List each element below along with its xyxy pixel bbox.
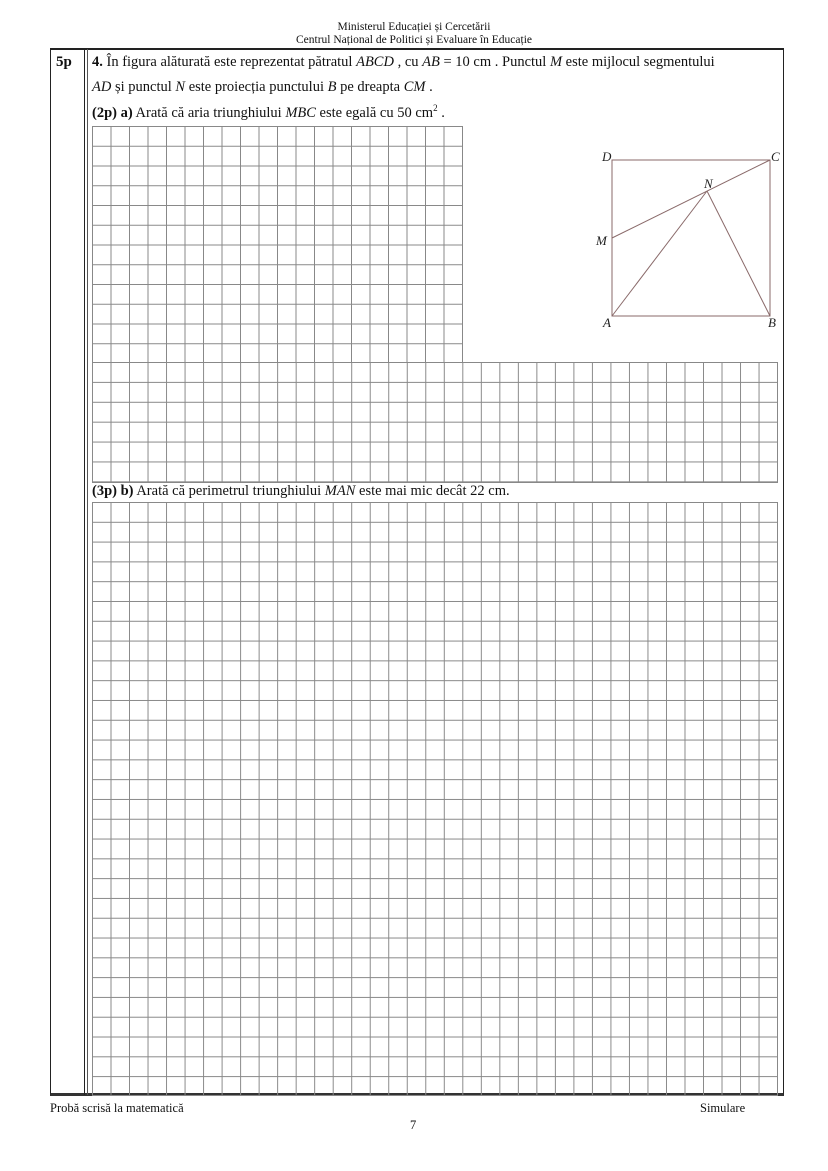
- label-m: M: [596, 233, 607, 248]
- text: este proiecția punctului: [185, 79, 328, 95]
- text: și punctul: [111, 79, 176, 95]
- answer-grid-a-upper[interactable]: [92, 126, 463, 363]
- segment-mc: [612, 160, 770, 238]
- label-c: C: [771, 149, 780, 164]
- var: B: [327, 79, 337, 95]
- column-divider: [84, 49, 85, 1095]
- var: ABCD: [356, 54, 394, 70]
- points-label: 5p: [56, 54, 72, 70]
- segment-nb: [707, 191, 770, 316]
- var: MBC: [285, 104, 316, 121]
- answer-grid-b[interactable]: [92, 502, 778, 1096]
- superscript: 2: [433, 103, 438, 113]
- text: este mai mic decât 22 cm.: [355, 483, 510, 499]
- footer-simulation: Simulare: [700, 1101, 746, 1115]
- header-ministry: Ministerul Educației și Cercetării: [337, 21, 491, 33]
- text: este egală cu 50 cm: [315, 104, 434, 121]
- text: Arată că perimetrul triunghiului: [133, 483, 325, 499]
- var: AD: [92, 79, 112, 95]
- problem-statement-line2: [92, 79, 433, 96]
- part-b-points: (3p): [92, 483, 117, 499]
- text: .: [425, 79, 433, 95]
- text: .: [437, 104, 445, 121]
- square-abcd: [612, 160, 770, 316]
- square-figure: [590, 145, 790, 335]
- label-b: B: [768, 315, 776, 330]
- part-a-statement: [92, 103, 445, 122]
- part-a-points: (2p): [92, 104, 117, 121]
- header-center: Centrul Național de Politici și Evaluare în Educație: [295, 34, 532, 46]
- var: AB: [422, 54, 440, 70]
- segment-an: [612, 191, 707, 316]
- var: M: [549, 54, 563, 70]
- problem-number: 4.: [92, 54, 103, 70]
- footer-exam-name: Probă scrisă la matematică: [50, 1101, 184, 1115]
- var: MAN: [324, 483, 356, 499]
- text: Arată că aria triunghiului: [132, 104, 286, 121]
- label-n: N: [704, 176, 713, 191]
- text: În figura alăturată este reprezentat pătratul: [102, 54, 357, 70]
- text: = 10 cm . Punctul: [439, 54, 550, 70]
- part-a-letter: a): [116, 104, 133, 121]
- text: pe dreapta: [336, 79, 404, 95]
- label-d: D: [602, 149, 612, 164]
- column-divider-inner: [87, 49, 88, 1095]
- text: este mijlocul segmentului: [562, 54, 715, 70]
- part-b-statement: [92, 483, 510, 500]
- problem-statement-line1: [92, 54, 715, 71]
- text: , cu: [393, 54, 423, 70]
- page-number: 7: [410, 1118, 417, 1132]
- answer-grid-a-lower[interactable]: [92, 362, 778, 483]
- var: CM: [403, 79, 426, 95]
- part-b-letter: b): [116, 483, 134, 499]
- var: N: [175, 79, 186, 95]
- label-a: A: [603, 315, 611, 330]
